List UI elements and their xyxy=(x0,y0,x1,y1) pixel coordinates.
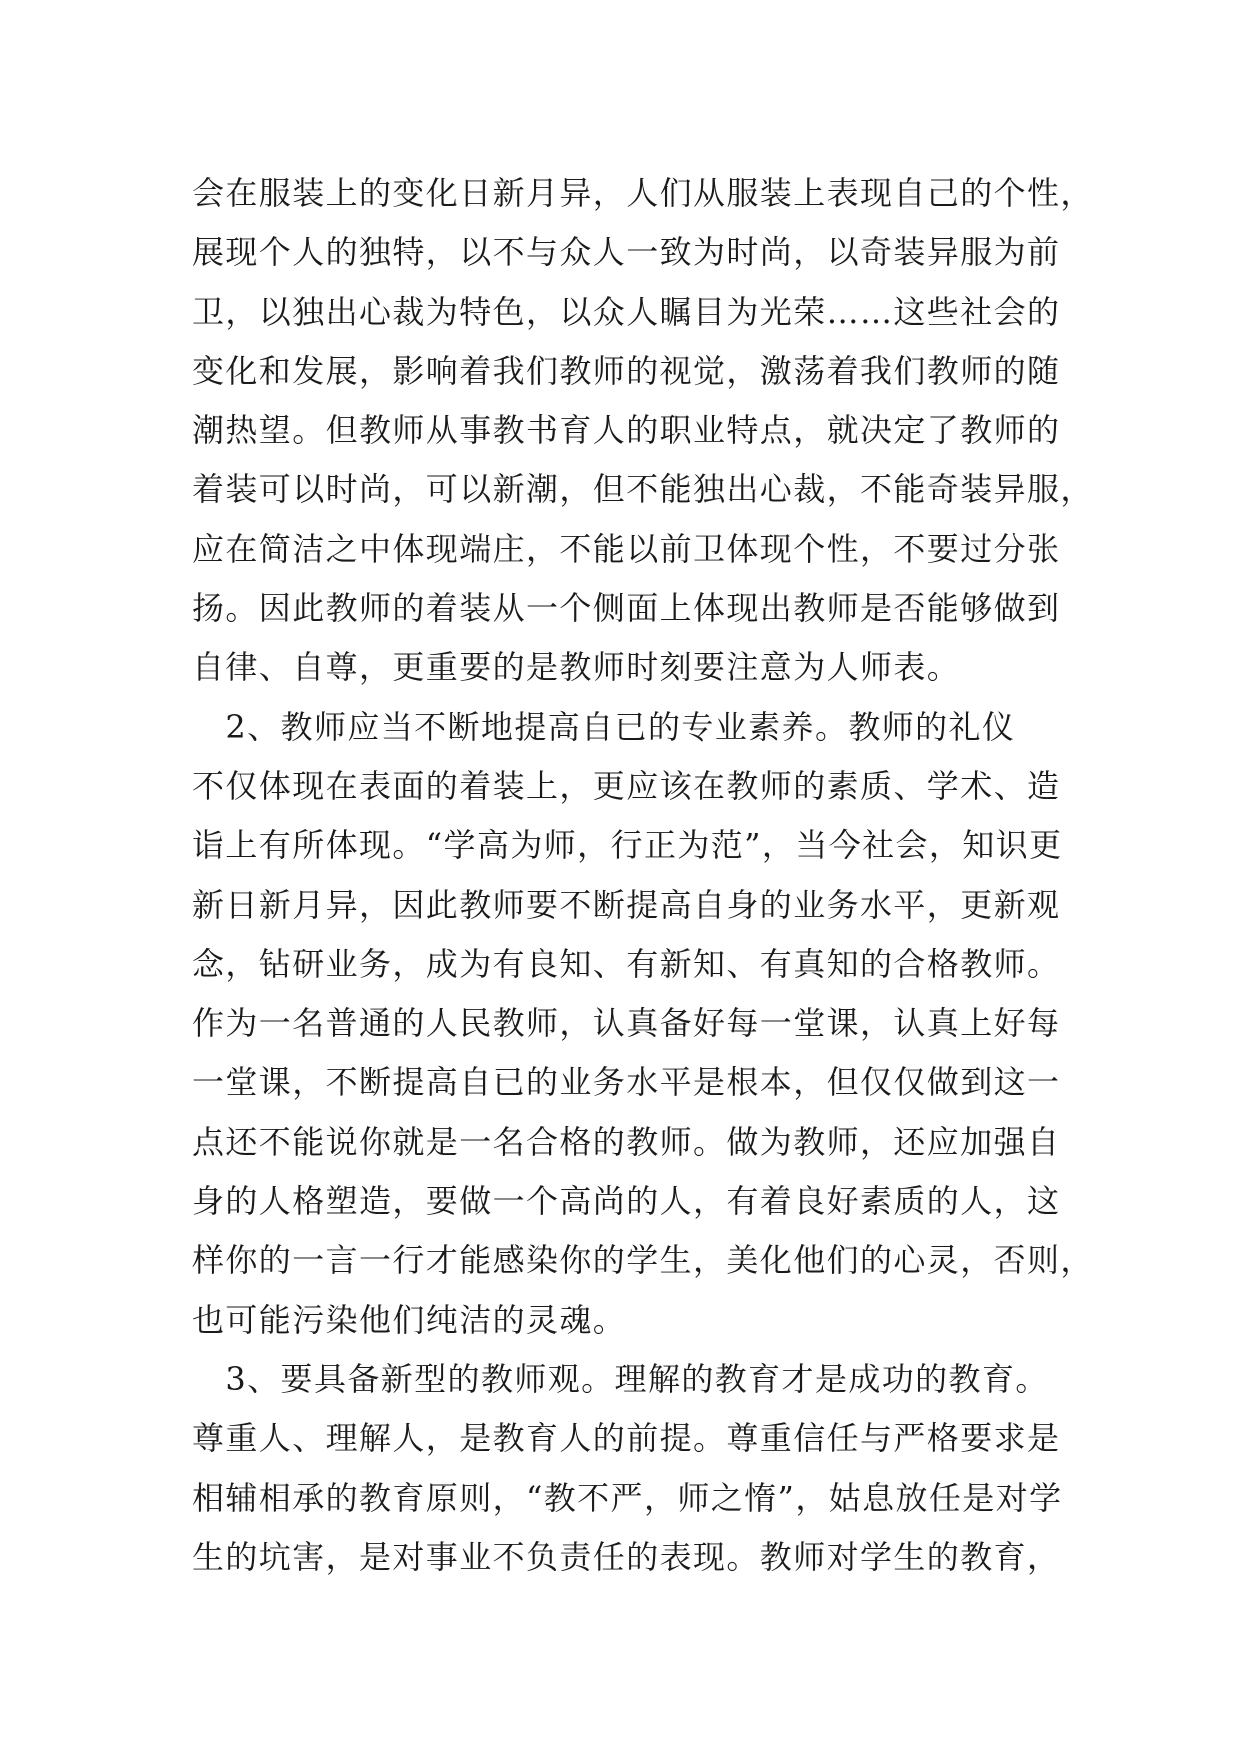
text-line: 自律、自尊，更重要的是教师时刻要注意为人师表。 xyxy=(192,648,961,687)
text-line: 样你的一言一行才能感染你的学生，美化他们的心灵，否则， xyxy=(192,1241,1094,1280)
text-line: 着装可以时尚，可以新潮，但不能独出心裁，不能奇装异服， xyxy=(192,470,1094,509)
text-line: 身的人格塑造，要做一个高尚的人，有着良好素质的人，这 xyxy=(192,1182,1061,1221)
text-line: 会在服装上的变化日新月异，人们从服装上表现自己的个性， xyxy=(192,174,1094,212)
body-text xyxy=(192,164,1092,1587)
text-line: 也可能污染他们纯洁的灵魂。 xyxy=(192,1300,627,1339)
text-line: 应在简洁之中体现端庄，不能以前卫体现个性，不要过分张 xyxy=(192,529,1061,568)
text-line: 卫，以独出心裁为特色，以众人瞩目为光荣……这些社会的 xyxy=(192,292,1061,331)
text-line: 尊重人、理解人，是教育人的前提。尊重信任与严格要求是 xyxy=(192,1419,1061,1458)
text-line: 点还不能说你就是一名合格的教师。做为教师，还应加强自 xyxy=(192,1122,1061,1161)
text-line: 变化和发展，影响着我们教师的视觉，激荡着我们教师的随 xyxy=(192,351,1061,390)
paragraph-3-first-line: 3、要具备新型的教师观。理解的教育才是成功的教育。 xyxy=(192,1359,1049,1398)
paragraph-2-first-line: 2、教师应当不断地提高自已的专业素养。教师的礼仪 xyxy=(192,707,1016,746)
text-line: 诣上有所体现。“学高为师，行正为范”，当今社会，知识更 xyxy=(192,826,1063,865)
text-line: 念，钻研业务，成为有良知、有新知、有真知的合格教师。 xyxy=(192,944,1061,983)
text-line: 潮热望。但教师从事教书育人的职业特点，就决定了教师的 xyxy=(192,411,1061,450)
text-line: 新日新月异，因此教师要不断提高自身的业务水平，更新观 xyxy=(192,885,1061,924)
text-line: 扬。因此教师的着装从一个侧面上体现出教师是否能够做到 xyxy=(192,589,1061,628)
text-line: 不仅体现在表面的着装上，更应该在教师的素质、学术、造 xyxy=(192,766,1061,805)
text-line: 相辅相承的教育原则，“教不严，师之惰”，姑息放任是对学 xyxy=(192,1478,1063,1517)
text-line: 生的坑害，是对事业不负责任的表现。教师对学生的教育， xyxy=(192,1537,1061,1576)
text-line: 一堂课，不断提高自已的业务水平是根本，但仅仅做到这一 xyxy=(192,1063,1061,1102)
text-line: 作为一名普通的人民教师，认真备好每一堂课，认真上好每 xyxy=(192,1004,1061,1043)
text-line: 展现个人的独特，以不与众人一致为时尚，以奇装异服为前 xyxy=(192,233,1061,272)
